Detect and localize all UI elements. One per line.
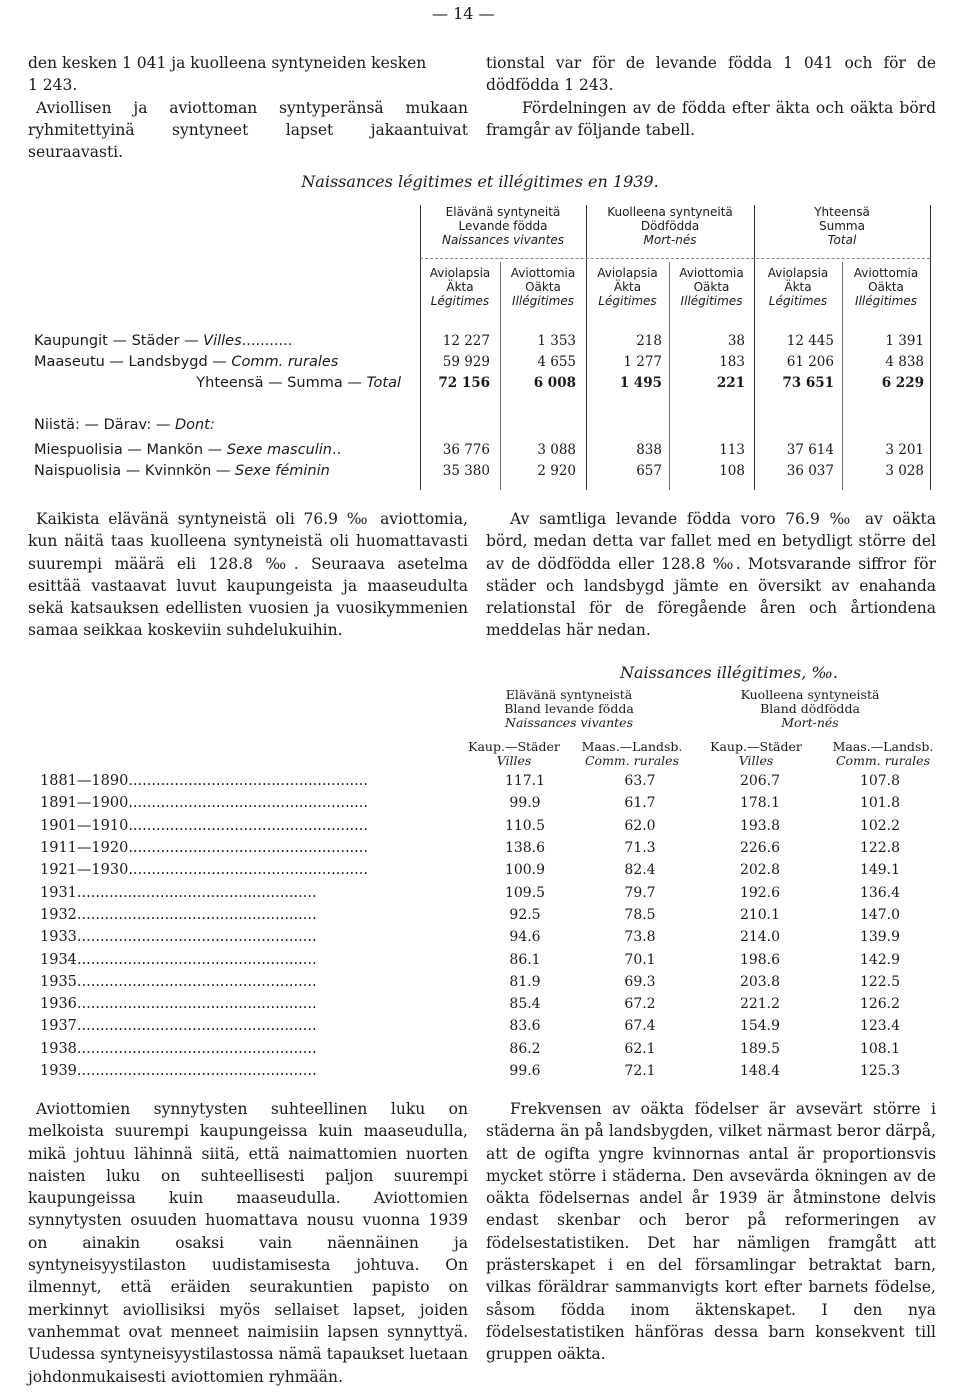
cell: 86.2 xyxy=(509,1040,541,1057)
cell: 138.6 xyxy=(504,840,546,857)
cell: 79.7 xyxy=(624,884,656,901)
table1-rule xyxy=(420,205,421,490)
period: 1931 xyxy=(40,884,77,901)
cell: 110.5 xyxy=(504,817,546,834)
table-row xyxy=(40,1015,940,1037)
cell: 36 037 xyxy=(786,463,834,479)
cell: 189.5 xyxy=(739,1040,781,1057)
cell: 4 838 xyxy=(885,354,924,370)
cell: 214.0 xyxy=(739,929,781,946)
cell: 192.6 xyxy=(739,884,781,901)
table2-group-stillborn xyxy=(715,688,905,730)
cell: 178.1 xyxy=(739,795,781,812)
group-sv: Dödfödda xyxy=(640,219,700,233)
table1-row-label-cities: Kaupungit — Städer — Villes........... xyxy=(34,333,293,349)
cell: 2 920 xyxy=(537,463,576,479)
label-fi: Miespuolisia xyxy=(34,442,123,458)
intro-finnish xyxy=(28,52,468,163)
label-fi: Niistä: xyxy=(34,417,80,433)
cell: 221.2 xyxy=(739,996,781,1013)
leader-dots: .................................................... xyxy=(76,973,317,990)
subcol-fr: Légitimes xyxy=(430,294,490,308)
label-sv: Städer xyxy=(131,333,180,349)
cell: 113 xyxy=(719,442,745,458)
cell: 62.1 xyxy=(624,1040,656,1057)
cell: 72.1 xyxy=(624,1063,656,1079)
table1-rule xyxy=(842,262,843,490)
table1-row-label-male: Miespuolisia — Mankön — Sexe masculin.. xyxy=(34,442,342,458)
period-cell xyxy=(40,815,470,837)
period-cell xyxy=(40,792,470,814)
table1-subcol xyxy=(500,266,586,308)
cell: 100.9 xyxy=(504,862,546,879)
period: 1891—1900 xyxy=(40,795,129,812)
cell: 35 380 xyxy=(442,463,490,479)
group-fr: Mort-nés xyxy=(643,233,697,247)
cell: 73 651 xyxy=(782,375,834,391)
table2-col-head xyxy=(576,740,688,768)
leader-dots: .................................................... xyxy=(76,1040,317,1057)
table1-group-total xyxy=(754,205,930,247)
cell: 198.6 xyxy=(739,951,781,968)
cell: 63.7 xyxy=(624,773,656,790)
period: 1933 xyxy=(40,929,77,946)
bottom-finnish-paragraph: Aviottomien synnytysten suhteellinen luku on melkoista suurempi kaupungeissa kuin maaseudulla, mikä johtuu lähinnä siitä, että naimattomien nuorten naisten luku on suhteellisesti paljon suurempi kaupungeissa kuin maaseudulla. Aviottomien synnytysten osuuden huomattava nousu vuonna 1939 on ainakin osaksi vain näennäinen ja syntyneisyystilaston uudistamisesta johtuva. On ilmennyt, että eräiden seurakuntien papisto on merkinnyt aviollisiksi myös sellaiset lapset, joiden vanhemmat ovat menneet naimisiin lapsen synnyttyä. Uudessa syntyneisyystilastossa nämä tapaukset luetaan johdonmukaisesti aviottomien ryhmään. xyxy=(28,1100,468,1386)
cell: 3 028 xyxy=(885,463,924,479)
leader-dots: .. xyxy=(332,442,342,458)
cell: 107.8 xyxy=(859,773,901,790)
table1-group-stillborn xyxy=(586,205,754,247)
cell: 70.1 xyxy=(624,951,656,968)
cell: 1 391 xyxy=(885,333,924,349)
group-fi: Kuolleena syntyneitä xyxy=(607,205,733,219)
subcol-sv: Oäkta xyxy=(525,280,561,294)
leader-dots: .................................................... xyxy=(128,840,368,857)
period-cell xyxy=(40,948,470,970)
subcol-sv: Äkta xyxy=(446,280,474,294)
group-sv: Summa xyxy=(819,219,865,233)
leader-dots: .................................................... xyxy=(76,906,317,923)
group-fr: Naissances vivantes xyxy=(505,715,633,730)
table-row xyxy=(40,926,940,948)
intro-finnish-line-1: den kesken 1 041 ja kuolleena syntyneiden kesken xyxy=(28,54,427,72)
subcol-fr: Illégitimes xyxy=(855,294,917,308)
group-sv: Bland dödfödda xyxy=(760,701,860,716)
period-cell xyxy=(40,837,470,859)
table2-col-head xyxy=(700,740,812,768)
group-fr: Mort-nés xyxy=(781,715,839,730)
cell: 101.8 xyxy=(859,795,901,812)
leader-dots: .................................................... xyxy=(76,951,317,968)
table1-row-label-total: Yhteensä — Summa — Total xyxy=(196,375,401,391)
intro-swedish-paragraph: Fördelningen av de födda efter äkta och oäkta börd framgår av följande tabell. xyxy=(486,98,936,139)
cell: 1 353 xyxy=(537,333,576,349)
label-sv: Landsbygd xyxy=(128,354,208,370)
table1-rule xyxy=(586,205,587,490)
col-head-main: Kaup.—Städer xyxy=(468,739,560,754)
col-head-main: Maas.—Landsb. xyxy=(832,739,934,754)
table-row xyxy=(40,837,940,859)
group-fi: Kuolleena syntyneistä xyxy=(740,687,880,702)
leader-dots: .................................................... xyxy=(128,862,368,879)
cell: 657 xyxy=(636,463,662,479)
period-cell xyxy=(40,1060,470,1082)
table-row xyxy=(40,815,940,837)
label-sv: Kvinnkön xyxy=(144,463,212,479)
cell: 147.0 xyxy=(859,906,901,923)
cell: 73.8 xyxy=(624,929,656,946)
group-sv: Bland levande födda xyxy=(504,701,634,716)
period-cell xyxy=(40,904,470,926)
group-fr: Total xyxy=(827,233,857,247)
intro-swedish xyxy=(486,52,936,141)
table1-subcol xyxy=(754,266,842,308)
table2-group-live xyxy=(478,688,660,730)
label-fr: Sexe masculin xyxy=(226,442,332,458)
table-row xyxy=(40,770,940,792)
table2-title: Naissances illégitimes, ‰. xyxy=(620,663,838,682)
table1-rule xyxy=(930,205,931,490)
period: 1901—1910 xyxy=(40,817,129,834)
col-head-main: Maas.—Landsb. xyxy=(581,739,683,754)
table-row xyxy=(40,904,940,926)
cell: 838 xyxy=(636,442,662,458)
cell: 102.2 xyxy=(859,817,901,834)
cell: 109.5 xyxy=(504,884,546,901)
cell: 83.6 xyxy=(509,1018,541,1035)
period: 1881—1890 xyxy=(40,773,129,790)
table1-subcol xyxy=(420,266,500,308)
cell: 94.6 xyxy=(509,929,541,946)
table2 xyxy=(40,770,940,1082)
cell: 61.7 xyxy=(624,795,656,812)
table-row xyxy=(40,993,940,1015)
cell: 149.1 xyxy=(859,862,901,879)
period: 1935 xyxy=(40,973,77,990)
label-fr: Total xyxy=(366,375,401,391)
col-head-fr: Villes xyxy=(738,753,774,768)
middle-swedish-paragraph: Av samtliga levande födda voro 76.9 ‰ av oäkta börd, medan detta var fallet med en betydligt större del av de dödfödda eller 128.8 ‰. Motsvarande siffror för städer och landsbygd jämte en översikt av enahanda relationstal för de föregående åren och årtiondena meddelas här nedan. xyxy=(486,510,936,640)
label-sv: Därav: xyxy=(103,417,152,433)
page-number: — 14 — xyxy=(432,4,495,23)
table-row xyxy=(40,1038,940,1060)
label-fi: Naispuolisia xyxy=(34,463,122,479)
table2-col-head xyxy=(818,740,948,768)
cell: 136.4 xyxy=(859,884,901,901)
label-sv: Mankön xyxy=(146,442,204,458)
period-cell xyxy=(40,881,470,903)
period-cell xyxy=(40,859,470,881)
table1-row-label-rural: Maaseutu — Landsbygd — Comm. rurales xyxy=(34,354,339,370)
intro-finnish-paragraph: Aviollisen ja aviottoman syntyperänsä mukaan ryhmitettyinä syntyneet lapset jakaantuivat seuraavasti. xyxy=(28,98,468,162)
label-sv: Summa xyxy=(287,375,343,391)
cell: 69.3 xyxy=(624,973,656,990)
cell: 148.4 xyxy=(739,1063,781,1079)
cell: 99.9 xyxy=(509,795,541,812)
leader-dots: .................................................... xyxy=(76,1018,317,1035)
period: 1911—1920 xyxy=(40,840,129,857)
leader-dots: .................................................... xyxy=(128,773,368,790)
table2-col-head xyxy=(454,740,574,768)
cell: 71.3 xyxy=(624,840,656,857)
cell: 226.6 xyxy=(739,840,781,857)
cell: 67.2 xyxy=(624,996,656,1013)
cell: 206.7 xyxy=(739,773,781,790)
leader-dots: .................................................... xyxy=(76,929,317,946)
cell: 67.4 xyxy=(624,1018,656,1035)
label-fr: Villes xyxy=(203,333,242,349)
cell: 37 614 xyxy=(786,442,834,458)
group-fi: Elävänä syntyneistä xyxy=(505,687,633,702)
cell: 221 xyxy=(716,375,745,391)
subcol-fr: Illégitimes xyxy=(680,294,743,308)
group-fi: Yhteensä xyxy=(814,205,870,219)
cell: 81.9 xyxy=(509,973,541,990)
leader-dots: .................................................... xyxy=(128,817,368,834)
period: 1937 xyxy=(40,1018,77,1035)
col-head-fr: Comm. rurales xyxy=(835,753,930,768)
table1-rule xyxy=(669,262,670,490)
table-row xyxy=(40,792,940,814)
table-row xyxy=(40,948,940,970)
subcol-sv: Äkta xyxy=(784,280,812,294)
cell: 183 xyxy=(719,354,745,370)
leader-dots: .................................................... xyxy=(76,996,317,1013)
table1-row-label-female: Naispuolisia — Kvinnkön — Sexe féminin xyxy=(34,463,330,479)
cell: 6 229 xyxy=(881,375,924,391)
table1-subcol xyxy=(586,266,669,308)
col-head-fr: Comm. rurales xyxy=(584,753,679,768)
subcol-fi: Aviolapsia xyxy=(767,266,829,280)
bottom-swedish-paragraph: Frekvensen av oäkta födelser är avsevärt större i städerna än på landsbygden, vilket närmast beror därpå, att de ogifta yngre kvinnornas antal är proportionsvis mycket större i städerna. Den avsevärda ökningen av de oäkta födelsernas andel år 1939 är åtminstone delvis endast skenbar och beror på reformeringen av födelsestatistiken. Det har nämligen framgått att prästerskapet i en del församlingar betraktat barn, vilkas föräldrar sammanvigts kort efter barnets födelse, såsom födda inom äktenskapet. I den nya födelsestatistiken hänföras dessa barn konsekvent till gruppen oäkta. xyxy=(486,1100,936,1364)
middle-finnish-paragraph: Kaikista elävänä syntyneistä oli 76.9 ‰ aviottomia, kun näitä taas kuolleena syntyneistä oli huomattavasti suurempi määrä eli 128.8 ‰. Seuraava asetelma esittää vastaavat luvut kaupungeista ja maaseudulta sekä katsauksen edellisten vuosien ja vuosikymmenien samaa seikkaa koskeviin suhdelukuihin. xyxy=(28,510,468,640)
table1-rule xyxy=(500,262,501,490)
cell: 154.9 xyxy=(739,1018,781,1035)
cell: 92.5 xyxy=(509,906,541,923)
cell: 36 776 xyxy=(442,442,490,458)
cell: 122.5 xyxy=(859,973,901,990)
cell: 117.1 xyxy=(504,773,546,790)
leader-dots: .................................................... xyxy=(76,1063,317,1079)
period-cell xyxy=(40,971,470,993)
cell: 38 xyxy=(727,333,745,349)
label-fi: Kaupungit xyxy=(34,333,108,349)
subcol-fi: Aviottomia xyxy=(853,266,919,280)
period-cell xyxy=(40,1038,470,1060)
table1-rule xyxy=(754,205,755,490)
cell: 142.9 xyxy=(859,951,901,968)
cell: 126.2 xyxy=(859,996,901,1013)
table-row xyxy=(40,859,940,881)
cell: 1 277 xyxy=(623,354,662,370)
period-cell xyxy=(40,926,470,948)
cell: 108 xyxy=(719,463,745,479)
subcol-fi: Aviolapsia xyxy=(429,266,491,280)
period-cell xyxy=(40,993,470,1015)
cell: 203.8 xyxy=(739,973,781,990)
label-fr: Comm. rurales xyxy=(231,354,339,370)
col-head-main: Kaup.—Städer xyxy=(710,739,802,754)
subcol-fr: Légitimes xyxy=(598,294,657,308)
period-cell xyxy=(40,770,470,792)
cell: 125.3 xyxy=(859,1063,901,1079)
subcol-fi: Aviolapsia xyxy=(597,266,658,280)
subcol-fr: Illégitimes xyxy=(512,294,574,308)
period: 1936 xyxy=(40,996,77,1013)
subcol-sv: Oäkta xyxy=(868,280,904,294)
leader-dots: .................................................... xyxy=(128,795,368,812)
period: 1921—1930 xyxy=(40,862,129,879)
period: 1934 xyxy=(40,951,77,968)
cell: 12 445 xyxy=(786,333,834,349)
table1-subcol xyxy=(842,266,930,308)
cell: 202.8 xyxy=(739,862,781,879)
cell: 1 495 xyxy=(619,375,662,391)
cell: 86.1 xyxy=(509,951,541,968)
table-row xyxy=(40,971,940,993)
cell: 78.5 xyxy=(624,906,656,923)
subcol-fi: Aviottomia xyxy=(679,266,744,280)
table-row xyxy=(40,881,940,903)
cell: 193.8 xyxy=(739,817,781,834)
cell: 210.1 xyxy=(739,906,781,923)
subcol-sv: Oäkta xyxy=(693,280,730,294)
table1-header-rule xyxy=(420,258,930,259)
label-fi: Yhteensä xyxy=(196,375,264,391)
cell: 61 206 xyxy=(786,354,834,370)
subcol-sv: Äkta xyxy=(613,280,642,294)
cell: 123.4 xyxy=(859,1018,901,1035)
table1-of-which-label: Niistä: — Därav: — Dont: xyxy=(34,417,215,433)
group-sv: Levande födda xyxy=(458,219,548,233)
cell: 12 227 xyxy=(442,333,490,349)
cell: 139.9 xyxy=(859,929,901,946)
table-row xyxy=(40,1060,940,1082)
table1-subcol xyxy=(669,266,754,308)
label-fr: Sexe féminin xyxy=(235,463,330,479)
cell: 218 xyxy=(636,333,662,349)
leader-dots: .................................................... xyxy=(76,884,317,901)
period: 1938 xyxy=(40,1040,77,1057)
table1-title: Naissances légitimes et illégitimes en 1939. xyxy=(301,172,659,191)
cell: 4 655 xyxy=(537,354,576,370)
leader-dots: ........... xyxy=(241,333,293,349)
period: 1939 xyxy=(40,1063,77,1079)
cell: 6 008 xyxy=(533,375,576,391)
subcol-fi: Aviottomia xyxy=(510,266,576,280)
group-fr: Naissances vivantes xyxy=(441,233,564,247)
cell: 3 088 xyxy=(537,442,576,458)
cell: 62.0 xyxy=(624,817,656,834)
cell: 108.1 xyxy=(859,1040,901,1057)
cell: 3 201 xyxy=(885,442,924,458)
period-cell xyxy=(40,1015,470,1037)
label-fi: Maaseutu xyxy=(34,354,105,370)
intro-swedish-line: tionstal var för de levande födda 1 041 och för de dödfödda 1 243. xyxy=(486,54,936,95)
cell: 72 156 xyxy=(438,375,490,391)
cell: 59 929 xyxy=(442,354,490,370)
intro-finnish-line-2: 1 243. xyxy=(28,76,78,95)
period: 1932 xyxy=(40,906,77,923)
subcol-fr: Légitimes xyxy=(768,294,828,308)
table1-group-live xyxy=(420,205,586,247)
cell: 85.4 xyxy=(509,996,541,1013)
col-head-fr: Villes xyxy=(496,753,532,768)
label-fr: Dont: xyxy=(174,417,215,433)
cell: 99.6 xyxy=(509,1063,541,1079)
cell: 82.4 xyxy=(624,862,656,879)
group-fi: Elävänä syntyneitä xyxy=(445,205,561,219)
cell: 122.8 xyxy=(859,840,901,857)
